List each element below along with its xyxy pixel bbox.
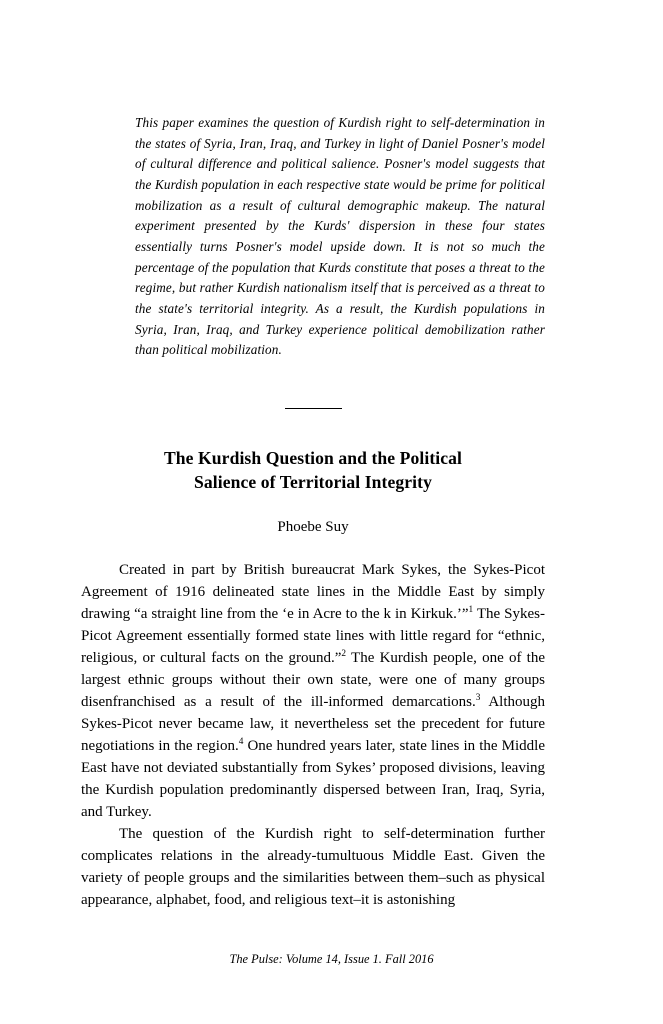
divider-rule: [285, 408, 342, 409]
page-footer: The Pulse: Volume 14, Issue 1. Fall 2016: [229, 952, 434, 966]
title-line-2: Salience of Territorial Integrity: [194, 471, 432, 492]
footnote-marker[interactable]: 4: [238, 737, 244, 748]
body-text: [81, 560, 545, 912]
body-paragraph: Created in part by British bureaucrat Mark Sykes, the Sykes-Picot Agreement of 1916 delineated state lines in the Middle East by simply drawing “a straight line from the ‘e in Acre to the k in Kirkuk.’”$^1$ The Sykes-Picot Agreement essentially formed state lines with little regard for “ethnic, religious, or cultural facts on the ground.”$^2$ The Kurdish people, one of the largest ethnic groups without their own state, were one of many groups disenfranchised as a result of the ill-informed demarcations.$^3$ Although Sykes-Picot never became law, it nevertheless set the precedent for future negotiations in the region.$^4$ One hundred years later, state lines in the Middle East have not deviated substantially from Sykes’ proposed divisions, leaving the Kurdish population predominantly dispersed between Iran, Iraq, Syria, and Turkey.: [81, 562, 545, 821]
footnote-marker[interactable]: 1: [468, 605, 474, 616]
body-paragraph: The question of the Kurdish right to self-determination further complicates relations in the already-tumultuous Middle East. Given the variety of people groups and the similarities between them–such as physical appearance, alphabet, food, and religious text–it is astonishing: [81, 826, 545, 908]
page-title: [81, 447, 545, 495]
footnote-marker[interactable]: 3: [475, 693, 481, 704]
title-line-1: The Kurdish Question and the Political: [163, 447, 463, 468]
section-divider: [81, 399, 545, 417]
page-content: [81, 113, 545, 912]
author-name: Phoebe Suy: [277, 519, 349, 536]
footnote-marker[interactable]: 2: [341, 649, 347, 660]
abstract-text: This paper examines the question of Kurdish right to self-determination in the states of Syria, Iran, Iraq, and Turkey in light of Daniel Posner's model of cultural difference and political salience. Posner's model suggests that the Kurdish population in each respective state would be prime for political mobilization as a result of cultural demographic makeup. The natural experiment presented by the Kurds' dispersion in these four states essentially turns Posner's model upside down. It is not so much the percentage of the population that Kurds constitute that poses a threat to the regime, but rather Kurdish nationalism itself that is perceived as a threat to the state's territorial integrity. As a result, the Kurdish populations in Syria, Iran, Iraq, and Turkey experience political demobilization rather than political mobilization.: [135, 115, 545, 358]
